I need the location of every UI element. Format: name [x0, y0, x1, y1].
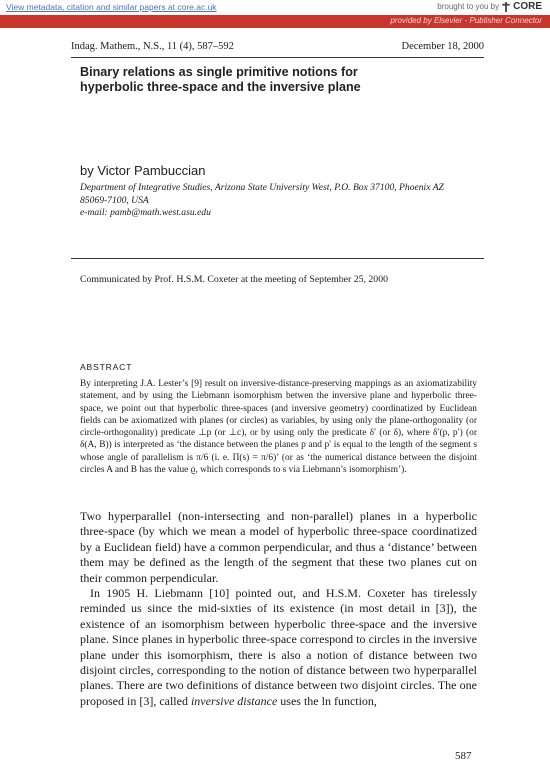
provider-text[interactable]: provided by Elsevier - Publisher Connector [390, 16, 542, 25]
affiliation [80, 182, 480, 220]
author-email: e-mail: pamb@math.west.asu.edu [80, 207, 211, 218]
affiliation-line-2: 85069-7100, USA [80, 194, 149, 206]
core-logo-text: CORE [513, 1, 542, 12]
author-line: by Victor Pambuccian [80, 163, 206, 178]
header-rule [71, 57, 484, 58]
abstract-text: By interpreting J.A. Lester’s [9] result on inversive-distance-preserving mappings as an axiomatizability statement, and by using the Liebmann isomorphism betwen the inversive plane and hyperbolic three-space, we point out that hyperbolic three-spaces (and inversive geometry) coordinatized by Euclidean fields can be axiomatized with planes (or circles) as variables, by using only the plane-orthogonality (or circle-orthogonality) predicate ⊥p (or ⊥c), or by using only the predicate δ′ (or δ), where δ′(p, p′) (or δ(A, B)) is interpreted as ‘the distance between the planes p and p′ is equal to the length of the segment s whose angle of parallelism is π/6 (i. e. Π(s) = π/6)’ (or as ‘the numerical distance between the disjoint circles A and B has the value ϱ, which corresponds to s via Liebmann’s isomorphism’). [80, 379, 477, 476]
body-paragraph-2 [80, 586, 477, 709]
core-logo-icon [502, 2, 510, 12]
communicated-note: Communicated by Prof. H.S.M. Coxeter at the meeting of September 25, 2000 [80, 274, 389, 285]
abstract-heading: ABSTRACT [80, 362, 133, 372]
core-badge[interactable] [437, 1, 542, 12]
top-bar [0, 0, 550, 15]
paper-title: Binary relations as single primitive notions for hyperbolic three-space and the inversive plane [80, 65, 361, 94]
provider-bar [0, 15, 550, 28]
journal-citation: Indag. Mathem., N.S., 11 (4), 587–592 [71, 41, 234, 52]
page-number: 587 [455, 750, 472, 762]
section-rule [71, 258, 484, 259]
paragraph-2-start: In 1905 H. Liebmann [10] pointed out, and H.S.M. Coxeter has tirelessly reminded us since the mid-sixties of its existence (in most detail in [3]), the existence of an isomorphism between hyperbolic three-space and the inversive plane. Since planes in hyperbolic three-space correspond to circles in the inversive plane under this isomorphism, there is also a notion of distance between two disjoint circles, corresponding to the notion of distance between two hyperparallel planes. There are two definitions of distance between two disjoint circles. The one proposed in [3], called [80, 586, 477, 708]
issue-date: December 18, 2000 [401, 41, 484, 52]
body-paragraph-1: Two hyperparallel (non-intersecting and non-parallel) planes in a hyperbolic three-space (by which we mean a model of hyperbolic three-space coordinatized by a Euclidean field) have a common perpendicular, and thus a ‘distance’ between them may be defined as the length of the segment that these two planes cut on their common perpendicular. [80, 509, 477, 585]
body-text [80, 509, 477, 709]
term-inversive-distance: inversive distance [190, 693, 278, 708]
running-head [71, 41, 484, 52]
paragraph-2-end: uses the ln function, [277, 693, 377, 708]
core-metadata-link[interactable]: View metadata, citation and similar papers at core.ac.uk [6, 2, 217, 12]
brought-by-text: brought to you by [437, 2, 500, 11]
affiliation-line-1: Department of Integrative Studies, Arizona State University West, P.O. Box 37100, Phoenix AZ [80, 182, 444, 193]
